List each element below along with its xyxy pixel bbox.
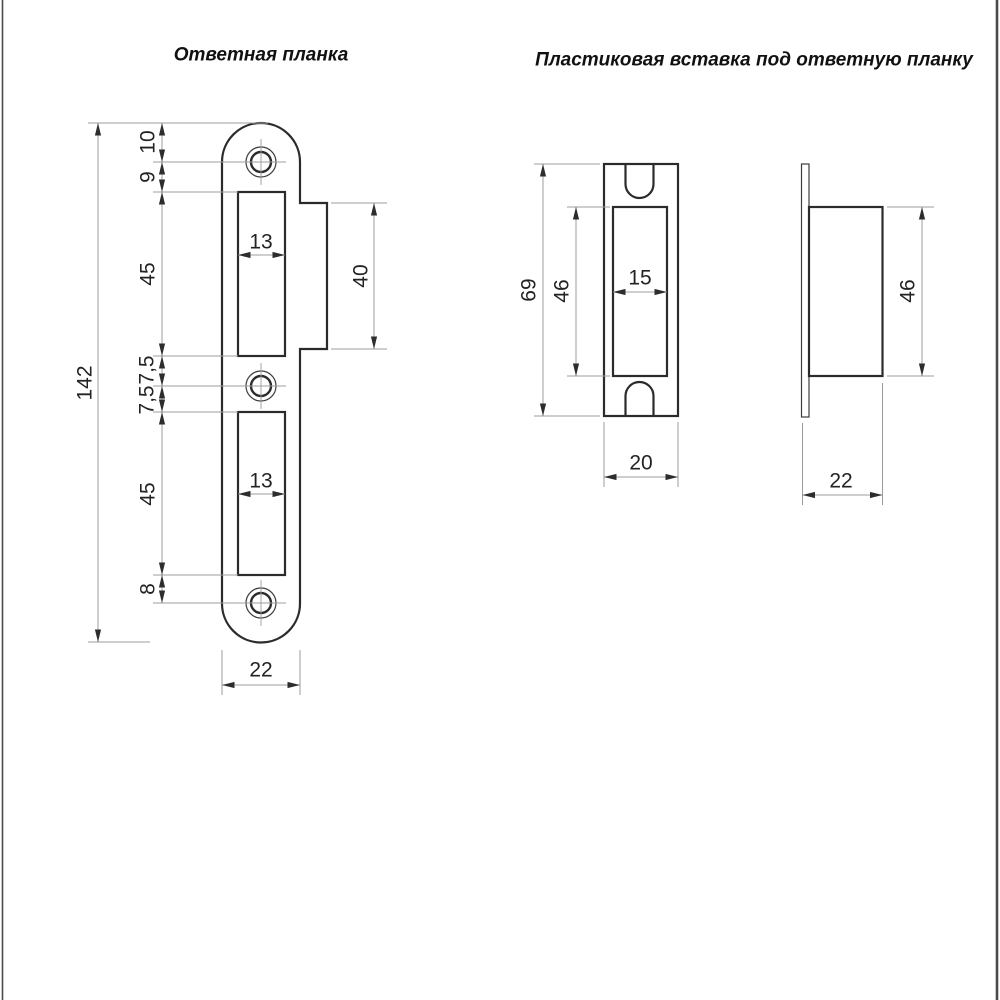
insert-side-extension-lines: [803, 207, 935, 505]
title-strike-plate: Ответная планка: [173, 44, 349, 66]
dim-label-top-edge-to-hole: 10: [136, 130, 160, 154]
latch-cutout-top: [238, 192, 285, 356]
dim-cutout-top-width: [238, 231, 285, 256]
dim-label-tab-height: 40: [349, 264, 373, 288]
insert-side-view: [802, 164, 935, 505]
dim-overall-height: [74, 123, 99, 642]
dim-label-cutout-top-height: 45: [136, 262, 160, 286]
dim-insert-window-height: [551, 207, 577, 376]
dim-insert-side-body-height: [897, 207, 923, 376]
dim-label-insert-side-body-height: 46: [896, 279, 920, 303]
dim-label-hole-to-cutout: 9: [136, 171, 160, 183]
dim-tab-height: [350, 203, 375, 349]
dim-label-insert-depth: 22: [829, 469, 853, 493]
insert-slot-bottom: [626, 382, 654, 415]
dim-label-insert-width: 20: [629, 451, 653, 475]
dim-label-insert-height: 69: [517, 278, 541, 302]
dim-cutout-bottom-width: [238, 470, 285, 495]
dim-cutout-top-height: [137, 192, 163, 356]
dim-plate-width: [222, 659, 300, 686]
dim-insert-window-width: [613, 267, 667, 293]
title-plastic-insert: Пластиковая вставка под ответную планку: [535, 49, 973, 71]
dim-label-insert-window-width: 15: [628, 266, 652, 290]
dim-insert-depth: [803, 470, 883, 496]
dim-label-middle-hole-to-cutout: 7,5: [135, 385, 159, 415]
insert-front-extension-lines: [534, 164, 678, 487]
strike-plate-view: [74, 123, 388, 695]
dim-label-overall-height: 142: [73, 365, 97, 401]
dim-cutout-to-bottom-hole: [137, 575, 163, 603]
dim-label-cutout-to-bottom-hole: 8: [136, 583, 160, 595]
dim-cutout-to-middle-hole: [136, 355, 163, 386]
dim-top-edge-to-hole: [137, 123, 163, 162]
insert-flange-profile: [802, 164, 810, 417]
dim-label-cutout-bottom-width: 13: [249, 469, 273, 493]
dim-label-cutout-top-width: 13: [249, 230, 273, 254]
dim-label-insert-window-height: 46: [550, 279, 574, 303]
dim-label-plate-width: 22: [249, 658, 273, 682]
dim-hole-to-cutout: [137, 162, 163, 192]
dim-cutout-bottom-height: [137, 412, 163, 575]
dim-label-cutout-bottom-height: 45: [136, 482, 160, 506]
insert-body-profile: [809, 207, 883, 376]
dim-middle-hole-to-cutout: [136, 385, 163, 414]
dim-insert-width: [604, 452, 678, 478]
dim-insert-height: [518, 164, 544, 416]
dim-label-cutout-to-middle-hole: 7,5: [135, 355, 159, 385]
insert-front-view: [518, 164, 679, 487]
insert-slot-top: [626, 165, 654, 198]
